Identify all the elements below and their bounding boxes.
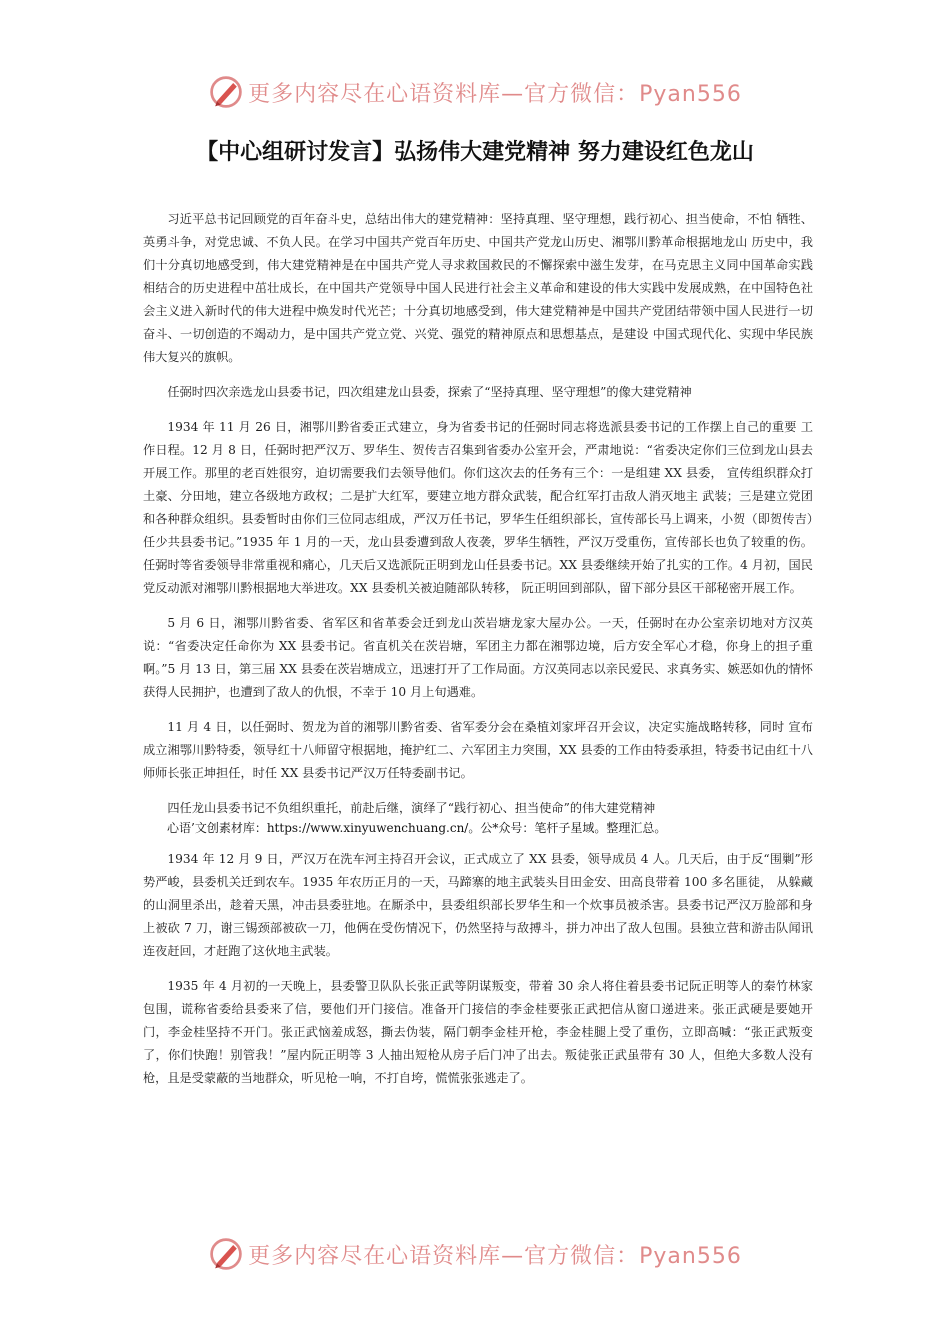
paragraph: 习近平总书记回顾党的百年奋斗史，总结出伟大的建党精神：坚持真理、坚守理想，践行初心、担当使命，不怕 牺牲、英勇斗争，对党忠诚、不负人民。在学习中国共产党百年历史、中国共产党龙山历史、湘鄂川黔革命根据地龙山 历史中，我们十分真切地感受到，伟大建党精神是在中国共产党人寻求救国救民的不懈探索中滋生发芽，在马克思主义同中国革命实践相结合的历史进程中茁壮成长，在中国共产党领导中国人民进行社会主义革命和建设的伟大实践中发展成熟，在中国特色社会主义进入新时代的伟大进程中焕发时代光芒；十分真切地感受到，伟大建党精神是中国共产党团结带领中国人民进行一切奋斗、一切创造的不竭动力，是中国共产党立党、兴党、强党的精神原点和思想基点，是建设 中国式现代化、实现中华民族伟大复兴的旗帜。 — [143, 212, 813, 364]
section-heading: 任弼时四次亲选龙山县委书记，四次组建龙山县委，探索了“坚持真理、坚守理想”的像大建党精神 — [167, 385, 692, 399]
section-heading: 四任龙山县委书记不负组织重托，前赴后继，演绎了“践行初心、担当使命”的伟大建党精神 — [167, 801, 656, 815]
source-footnote: 心语’文创素材库：https://www.xinyuwenchuang.cn/。公*众号：笔杆子星域。整理汇总。 — [167, 821, 667, 835]
document-body — [143, 208, 813, 1102]
paragraph: 5 月 6 日，湘鄂川黔省委、省军区和省革委会迁到龙山茨岩塘龙家大屋办公。一天，任弼时在办公室亲切地对方汉英说：“省委决定任命你为 XX 县委书记。省直机关在茨岩塘，军团主力都在湘鄂边境，后方安全军心才稳，你身上的担子重啊。”5 月 13 日，第三届 XX 县委在茨岩塘成立，迅速打开了工作局面。方汉英同志以亲民爱民、求真务实、嫉恶如仇的情怀获得人民拥护，也遭到了敌人的仇恨，不幸于 10 月上旬遇难。 — [143, 616, 813, 699]
paragraph: 1934 年 11 月 26 日，湘鄂川黔省委正式建立，身为省委书记的任弼时同志将选派县委书记的工作摆上自己的重要 工作日程。12 月 8 日，任弼时把严汉万、罗华生、贺传吉召集到省委办公室开会，严肃地说：“省委决定你们三位到龙山县去开展工作。那里的老百姓很穷，迫切需要我们去领导他们。你们这次去的任务有三个：一是组建 XX 县委， 宣传组织群众打土豪、分田地，建立各级地方政权；二是扩大红军，要建立地方群众武装，配合红军打击敌人消灭地主 武装；三是建立党团和各种群众组织。县委暂时由你们三位同志组成，严汉万任书记，罗华生任组织部长，宣传部长马上调来，小贺（即贺传吉）任少共县委书记。”1935 年 1 月的一天，龙山县委遭到敌人夜袭，罗华生牺牲，严汉万受重伤，宣传部长也负了较重的伤。任弼时等省委领导非常重视和痛心，几天后又选派阮正明到龙山任县委书记。XX 县委继续开始了扎实的工作。4 月初，国民党反动派对湘鄂川黔根据地大举进攻。XX 县委机关被迫随部队转移， 阮正明回到部队，留下部分县区干部秘密开展工作。 — [143, 420, 813, 595]
document-title: 【中心组研讨发言】弘扬伟大建党精神 努力建设红色龙山 — [196, 140, 754, 165]
footer-banner — [0, 1232, 950, 1276]
banner-text: 更多内容尽在心语资料库—官方微信：Pyan556 — [248, 81, 742, 107]
paragraph: 11 月 4 日，以任弼时、贺龙为首的湘鄂川黔省委、省军委分会在桑植刘家坪召开会议，决定实施战略转移，同时 宣布成立湘鄂川黔特委，领导红十八师留守根据地，掩护红二、六军团主力突围，XX 县委的工作由特委承担，特委书记由红十八师师长张正坤担任，时任 XX 县委书记严汉万任特委副书记。 — [143, 720, 813, 780]
paragraph: 1934 年 12 月 9 日，严汉万在洗车河主持召开会议，正式成立了 XX 县委，领导成员 4 人。几天后，由于反“围剿”形势严峻，县委机关迁到农车。1935 年农历正月的一天，马蹄寨的地主武装头目田金安、田高良带着 100 多名匪徒， 从躲藏的山洞里杀出，趁着天黑，冲击县委驻地。在厮杀中，县委组织部长罗华生和一个炊事员被杀害。县委书记严汉万脸部和身上被砍 7 刀，谢三锡颈部被砍一刀，他俩在受伤情况下，仍然坚持与敌搏斗，拼力冲出了敌人包围。县独立营和游击队闻讯连夜赶回，才赶跑了这伙地主武装。 — [143, 852, 813, 958]
paragraph: 1935 年 4 月初的一天晚上，县委警卫队队长张正武等阴谋叛变，带着 30 余人将住着县委书记阮正明等人的秦竹林家包围，谎称省委给县委来了信，要他们开门接信。准备开门接信的李金桂要张正武把信从窗口递进来。张正武硬是要她开门，李金桂坚持不开门。张正武恼羞成怒，撕去伪装，隔门朝李金桂开枪，李金桂腿上受了重伤，立即高喊：“张正武叛变了，你们快跑！别管我！”屋内阮正明等 3 人抽出短枪从房子后门冲了出去。叛徒张正武虽带有 30 人，但绝大多数人没有枪，且是受蒙蔽的当地群众，听见枪一响，不打自垮，慌慌张张逃走了。 — [143, 979, 813, 1085]
pen-logo-icon — [208, 74, 244, 110]
banner-text: 更多内容尽在心语资料库—官方微信：Pyan556 — [248, 1243, 742, 1269]
header-banner — [0, 70, 950, 114]
pen-logo-icon — [208, 1236, 244, 1272]
